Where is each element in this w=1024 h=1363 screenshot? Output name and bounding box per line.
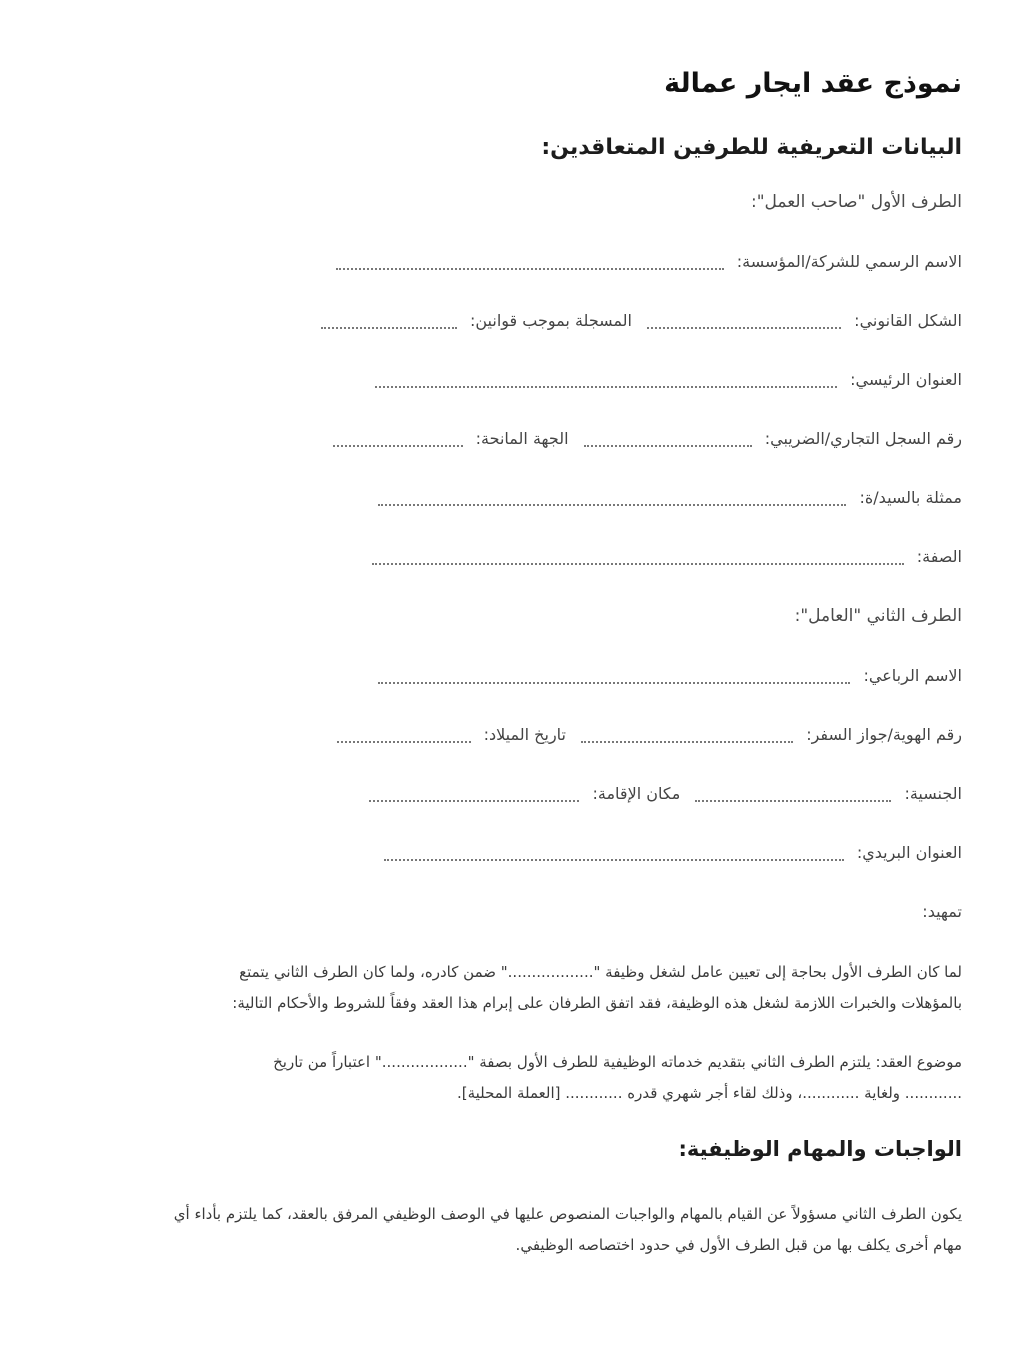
birth-date-label: تاريخ الميلاد: xyxy=(483,725,566,744)
birth-date-blank[interactable] xyxy=(337,729,471,743)
full-name-field xyxy=(60,666,962,685)
duties-heading: الواجبات والمهام الوظيفية: xyxy=(678,1137,962,1161)
capacity-field xyxy=(60,547,962,566)
legal-form-field xyxy=(60,311,962,330)
contract-subject-paragraph xyxy=(60,1047,962,1109)
postal-address-field xyxy=(60,843,962,862)
commercial-register-blank[interactable] xyxy=(584,433,752,447)
registered-under-label: المسجلة بموجب قوانين: xyxy=(469,311,632,330)
capacity-label: الصفة: xyxy=(916,547,962,566)
duties-line-1: يكون الطرف الثاني مسؤولاً عن القيام بالمهام والواجبات المنصوص عليها في الوصف الوظيفي المرفق بالعقد، كما يلتزم بأداء أي xyxy=(173,1205,962,1223)
legal-form-label: الشكل القانوني: xyxy=(854,311,962,330)
preamble-paragraph xyxy=(60,957,962,1019)
duties-line-2: مهام أخرى يكلف بها من قبل الطرف الأول في حدود اختصاصه الوظيفي. xyxy=(515,1236,962,1254)
full-name-blank[interactable] xyxy=(378,670,850,684)
represented-by-blank[interactable] xyxy=(378,492,846,506)
represented-by-field xyxy=(60,488,962,507)
postal-address-blank[interactable] xyxy=(384,847,844,861)
parties-section-heading: البيانات التعريفية للطرفين المتعاقدين: xyxy=(541,135,962,160)
official-name-blank[interactable] xyxy=(336,256,724,270)
duties-paragraph xyxy=(60,1199,962,1261)
document-title: نموذج عقد ايجار عمالة xyxy=(664,68,962,99)
preamble-line-2: بالمؤهلات والخبرات اللازمة لشغل هذه الوظيفة، فقد اتفق الطرفان على إبرام هذا العقد وفقاً للشروط والأحكام التالية: xyxy=(232,994,962,1012)
nationality-blank[interactable] xyxy=(695,788,891,802)
issuing-authority-blank[interactable] xyxy=(333,433,463,447)
first-party-heading: الطرف الأول "صاحب العمل": xyxy=(750,192,962,212)
id-passport-field xyxy=(60,725,962,744)
main-address-label: العنوان الرئيسي: xyxy=(850,370,962,389)
contract-subject-line-1: موضوع العقد: يلتزم الطرف الثاني بتقديم خدماته الوظيفية للطرف الأول بصفة ".................." اعتباراً من تاريخ xyxy=(273,1053,962,1071)
preamble-label: تمهيد: xyxy=(922,902,962,921)
registered-under-blank[interactable] xyxy=(321,315,457,329)
nationality-label: الجنسية: xyxy=(904,784,962,803)
residence-blank[interactable] xyxy=(369,788,579,802)
official-name-label: الاسم الرسمي للشركة/المؤسسة: xyxy=(736,252,962,271)
id-passport-label: رقم الهوية/جواز السفر: xyxy=(806,725,962,744)
main-address-field xyxy=(60,370,962,389)
capacity-blank[interactable] xyxy=(372,551,904,565)
residence-label: مكان الإقامة: xyxy=(592,784,681,803)
main-address-blank[interactable] xyxy=(375,374,837,388)
second-party-heading: الطرف الثاني "العامل": xyxy=(794,606,962,626)
official-name-field xyxy=(60,252,962,271)
commercial-register-field xyxy=(60,429,962,448)
contract-subject-line-2: ............ ولغاية ............، وذلك لقاء أجر شهري قدره ............ [العملة المحلية]. xyxy=(456,1084,962,1102)
legal-form-blank[interactable] xyxy=(647,315,841,329)
id-passport-blank[interactable] xyxy=(581,729,793,743)
issuing-authority-label: الجهة المانحة: xyxy=(475,429,569,448)
full-name-label: الاسم الرباعي: xyxy=(863,666,962,685)
document-content xyxy=(60,68,962,1285)
commercial-register-label: رقم السجل التجاري/الضريبي: xyxy=(764,429,962,448)
nationality-field xyxy=(60,784,962,803)
postal-address-label: العنوان البريدي: xyxy=(856,843,962,862)
represented-by-label: ممثلة بالسيد/ة: xyxy=(859,488,962,507)
preamble-line-1: لما كان الطرف الأول بحاجة إلى تعيين عامل لشغل وظيفة ".................." ضمن كادره، ولما كان الطرف الثاني يتمتع xyxy=(239,963,962,981)
